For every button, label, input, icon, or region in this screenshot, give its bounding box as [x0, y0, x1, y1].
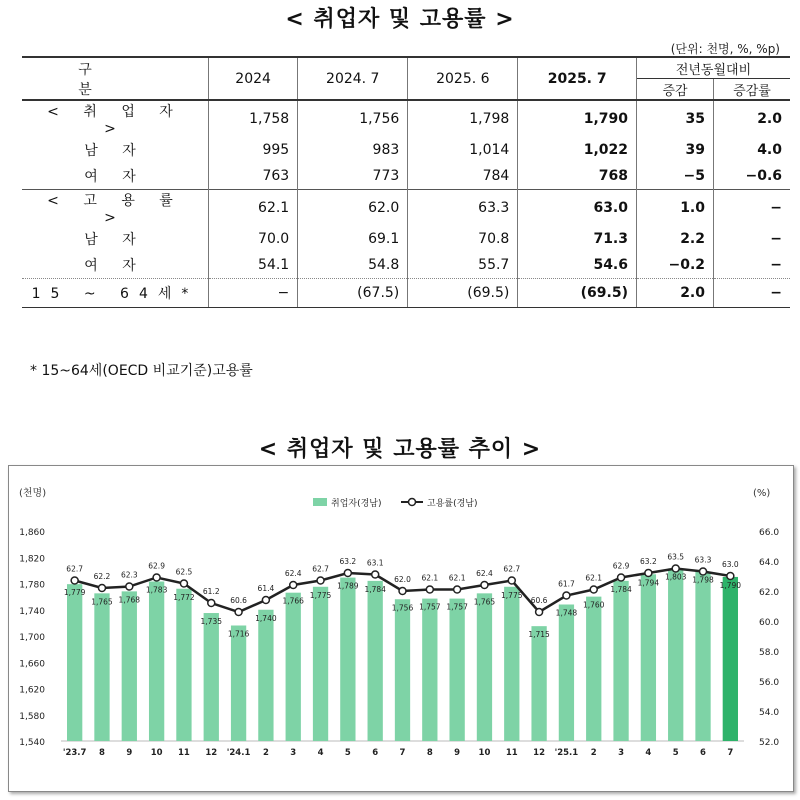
rate-point	[618, 574, 625, 581]
bar	[313, 587, 328, 741]
rate-value-label: 62.4	[476, 569, 493, 578]
row-label: < 고 용 률 >	[22, 190, 209, 227]
rate-point	[153, 574, 160, 581]
table-row	[22, 226, 790, 252]
rate-value-label: 62.5	[175, 567, 193, 577]
x-tick-label: 3	[618, 748, 625, 758]
rate-point	[700, 568, 707, 575]
cell-rate: 4.0	[757, 142, 782, 158]
row-label: 15 ~ 64세*	[22, 279, 209, 308]
bar-value-label: 1,772	[173, 592, 195, 602]
x-tick-label: '23.7	[62, 748, 87, 758]
rate-value-label: 63.5	[667, 552, 685, 562]
bar-value-label: 1,715	[528, 630, 550, 640]
bar	[613, 581, 628, 741]
rate-value-label: 63.2	[339, 557, 357, 566]
bar	[231, 626, 246, 742]
table-row	[22, 252, 790, 279]
rate-point	[290, 582, 297, 589]
bar-value-label: 1,740	[255, 613, 277, 623]
rate-value-label: 60.6	[530, 596, 548, 605]
rate-point	[98, 585, 105, 592]
cell-rate: −	[714, 190, 791, 227]
bar	[449, 599, 464, 741]
bar	[504, 587, 519, 741]
rate-value-label: 62.4	[284, 569, 302, 578]
cell-v2024: 763	[209, 163, 298, 190]
x-tick-label: 8	[426, 748, 433, 758]
y-tick-left: 1,820	[19, 554, 45, 565]
rate-value-label: 62.7	[503, 564, 521, 574]
rate-value-label: 62.7	[312, 564, 329, 574]
cell-v2025_7: 63.0	[518, 190, 637, 227]
rate-point	[727, 573, 734, 580]
cell-v2024_7: 773	[298, 163, 408, 190]
combo-chart	[9, 466, 793, 791]
rate-value-label: 61.7	[558, 579, 575, 589]
y-tick-left: 1,780	[19, 580, 45, 591]
rate-value-label: 62.3	[120, 570, 138, 580]
bar	[149, 582, 164, 741]
bar-value-label: 1,766	[282, 596, 304, 606]
table-row	[22, 163, 790, 190]
rate-value-label: 62.9	[148, 561, 165, 571]
table-title: < 취업자 및 고용률 >	[285, 7, 515, 32]
y-tick-left: 1,620	[19, 685, 45, 696]
cell-change: −5	[637, 163, 714, 190]
y-axis-left-label: (천명)	[19, 488, 47, 499]
rate-point	[481, 582, 488, 589]
y-tick-right: 60.0	[759, 618, 780, 628]
bar	[422, 599, 437, 741]
table-row	[22, 100, 790, 137]
x-tick-label: 5	[344, 748, 351, 758]
x-tick-label: 2	[590, 748, 597, 758]
rate-point	[645, 570, 652, 577]
bar	[122, 591, 137, 741]
chart-title: < 취업자 및 고용률 추이 >	[258, 437, 542, 462]
bar	[531, 626, 546, 741]
row-label: 여 자	[22, 252, 209, 279]
cell-v2025_6: 55.7	[408, 252, 518, 279]
cell-v2025_7: 1,022	[518, 137, 637, 163]
rate-point	[672, 565, 679, 572]
bar	[559, 605, 574, 742]
rate-point	[126, 583, 133, 590]
x-tick-label: 6	[372, 748, 379, 758]
cell-v2024: 54.1	[209, 252, 298, 279]
y-tick-right: 52.0	[759, 738, 780, 748]
x-tick-label: 10	[478, 748, 491, 758]
x-tick-label: 7	[399, 748, 406, 758]
cell-v2024: 70.0	[209, 226, 298, 252]
rate-point	[536, 609, 543, 616]
cell-v2024: 62.1	[209, 190, 298, 227]
bar	[94, 593, 109, 741]
bar	[176, 589, 191, 741]
rate-value-label: 63.2	[640, 557, 657, 566]
cell-rate: −	[714, 279, 791, 308]
x-tick-label: 3	[290, 748, 297, 758]
cell-v2025_7: 1,790	[518, 100, 637, 137]
bar-value-label: 1,757	[419, 602, 441, 612]
y-tick-left: 1,740	[19, 606, 45, 617]
y-tick-right: 62.0	[759, 588, 780, 598]
header-yoy-rate: 증감률	[714, 79, 791, 101]
rate-point	[262, 597, 269, 604]
table-row	[22, 279, 790, 308]
bar-value-label: 1,803	[664, 572, 687, 582]
rate-point	[426, 586, 433, 593]
row-label: 남 자	[22, 226, 209, 252]
bar	[723, 577, 738, 741]
bar	[204, 613, 219, 741]
bar	[586, 597, 601, 741]
cell-v2025_7: 54.6	[518, 252, 637, 279]
x-tick-label: 9	[454, 748, 461, 758]
bar-value-label: 1,735	[200, 617, 223, 627]
rate-value-label: 62.1	[448, 573, 466, 583]
bar-value-label: 1,748	[555, 608, 578, 618]
cell-rate: −0.6	[745, 168, 782, 184]
legend-line-label: 고용률(경남)	[427, 499, 478, 509]
cell-v2024: 995	[209, 137, 298, 163]
cell-v2025_6: 63.3	[408, 190, 518, 227]
bar	[641, 574, 656, 741]
bar	[286, 593, 301, 741]
header-2024-7: 2024. 7	[298, 57, 408, 100]
cell-rate: 2.0	[757, 111, 782, 127]
rate-value-label: 60.6	[230, 596, 247, 605]
rate-value-label: 63.3	[694, 555, 712, 565]
rate-point	[344, 570, 351, 577]
x-tick-label: 10	[150, 748, 163, 758]
y-tick-right: 56.0	[759, 678, 780, 688]
header-2025-6: 2025. 6	[408, 57, 518, 100]
bar	[668, 568, 683, 741]
cell-v2025_6: 784	[408, 163, 518, 190]
rate-point	[508, 577, 515, 584]
bar-value-label: 1,783	[145, 585, 168, 595]
header-2025-7: 2025. 7	[518, 57, 637, 100]
cell-v2024_7: 983	[298, 137, 408, 163]
cell-change: 2.2	[637, 226, 714, 252]
x-tick-label: 2	[262, 748, 269, 758]
x-tick-label: 9	[126, 748, 133, 758]
x-tick-label: 6	[700, 748, 706, 758]
cell-rate: −	[770, 257, 782, 273]
x-tick-label: '25.1	[554, 748, 579, 758]
cell-change: 35	[637, 100, 714, 137]
cell-v2024_7: 54.8	[298, 252, 408, 279]
header-yoy: 전년동월대비	[637, 57, 791, 79]
x-tick-label: 4	[645, 748, 652, 758]
bar-value-label: 1,775	[501, 590, 523, 600]
rate-value-label: 61.2	[202, 587, 220, 596]
rate-value-label: 62.1	[421, 573, 439, 583]
row-label: 남 자	[22, 137, 209, 163]
chart-frame	[8, 465, 794, 792]
bar	[340, 578, 355, 741]
y-tick-right: 64.0	[759, 558, 780, 568]
x-tick-label: 4	[317, 748, 324, 758]
cell-v2024_7: 62.0	[298, 190, 408, 227]
rate-value-label: 62.9	[612, 561, 630, 571]
legend-bar-label: 취업자(경남)	[331, 499, 382, 509]
bar-value-label: 1,756	[391, 603, 414, 613]
rate-value-label: 63.0	[721, 560, 739, 569]
cell-v2025_7: 768	[518, 163, 637, 190]
y-tick-right: 58.0	[759, 648, 780, 658]
bar-value-label: 1,779	[63, 588, 86, 598]
cell-v2025_7: 71.3	[518, 226, 637, 252]
rate-point	[208, 600, 215, 607]
bar-value-label: 1,784	[364, 584, 386, 594]
rate-point	[372, 571, 379, 578]
rate-value-label: 61.4	[257, 584, 275, 593]
x-tick-label: 12	[533, 748, 546, 758]
bar-value-label: 1,716	[227, 629, 250, 639]
rate-point	[180, 580, 187, 587]
x-tick-label: 8	[99, 748, 105, 758]
x-tick-label: 11	[178, 748, 190, 758]
cell-v2024_7: 1,756	[298, 100, 408, 137]
y-tick-right: 66.0	[759, 528, 780, 538]
y-tick-left: 1,540	[19, 738, 45, 748]
cell-v2025_6: 1,014	[408, 137, 518, 163]
bar-value-label: 1,760	[582, 600, 605, 610]
row-label: < 취 업 자 >	[22, 100, 209, 137]
bar-value-label: 1,768	[118, 595, 141, 605]
x-tick-label: '24.1	[226, 748, 251, 758]
rate-point	[590, 586, 597, 593]
x-tick-label: 7	[727, 748, 734, 758]
table-row	[22, 137, 790, 163]
rate-point	[317, 577, 324, 584]
rate-point	[71, 577, 78, 584]
y-tick-left: 1,860	[19, 528, 45, 538]
bar-value-label: 1,794	[637, 578, 660, 588]
rate-point	[235, 609, 242, 616]
cell-change: 1.0	[637, 190, 714, 227]
rate-value-label: 62.1	[585, 573, 603, 583]
y-tick-left: 1,660	[19, 659, 45, 670]
bar-value-label: 1,784	[610, 584, 632, 594]
cell-v2024_7: (67.5)	[298, 279, 408, 308]
bar-value-label: 1,765	[91, 597, 113, 607]
y-tick-right: 54.0	[759, 708, 780, 718]
cell-v2025_6: 1,798	[408, 100, 518, 137]
x-tick-label: 11	[505, 748, 518, 758]
x-tick-label: 12	[205, 748, 218, 758]
row-label: 여 자	[22, 163, 209, 190]
rate-point	[399, 588, 406, 595]
cell-v2024: 1,758	[209, 100, 298, 137]
cell-rate: −	[770, 231, 782, 247]
bar	[258, 610, 273, 741]
legend-line-marker	[409, 499, 416, 506]
cell-change: −0.2	[637, 252, 714, 279]
y-axis-right-label: (%)	[753, 488, 771, 499]
bar-value-label: 1,789	[337, 581, 359, 591]
bar-value-label: 1,775	[309, 590, 332, 600]
employment-table	[22, 56, 790, 308]
cell-v2024_7: 69.1	[298, 226, 408, 252]
bar	[395, 599, 410, 741]
bar-value-label: 1,790	[719, 580, 742, 590]
bar-value-label: 1,798	[692, 575, 714, 585]
cell-v2024: −	[209, 279, 298, 308]
cell-change: 2.0	[637, 279, 714, 308]
y-tick-left: 1,700	[19, 633, 45, 643]
bar	[477, 593, 492, 741]
bar-value-label: 1,765	[473, 597, 496, 607]
header-2024: 2024	[209, 57, 298, 100]
cell-v2025_6: (69.5)	[408, 279, 518, 308]
bar	[67, 584, 82, 741]
legend-bar-swatch	[313, 498, 327, 506]
bar	[695, 572, 710, 741]
table-footnote: * 15~64세(OECD 비교기준)고용률	[30, 363, 253, 379]
cell-v2025_7: (69.5)	[518, 279, 637, 308]
table-row	[22, 190, 790, 227]
rate-value-label: 62.0	[394, 575, 411, 584]
header-category: 구 분	[22, 57, 209, 100]
rate-point	[563, 592, 570, 599]
rate-value-label: 63.1	[366, 558, 384, 568]
table-unit: (단위: 천명, %, %p)	[670, 42, 780, 56]
bar-value-label: 1,757	[446, 602, 468, 612]
x-tick-label: 5	[672, 748, 679, 758]
cell-change: 39	[637, 137, 714, 163]
cell-v2025_6: 70.8	[408, 226, 518, 252]
y-tick-left: 1,580	[19, 711, 45, 722]
bar	[368, 581, 383, 741]
rate-value-label: 62.7	[66, 564, 84, 574]
header-yoy-change: 증감	[637, 79, 714, 101]
rate-value-label: 62.2	[93, 572, 111, 581]
rate-point	[454, 586, 461, 593]
